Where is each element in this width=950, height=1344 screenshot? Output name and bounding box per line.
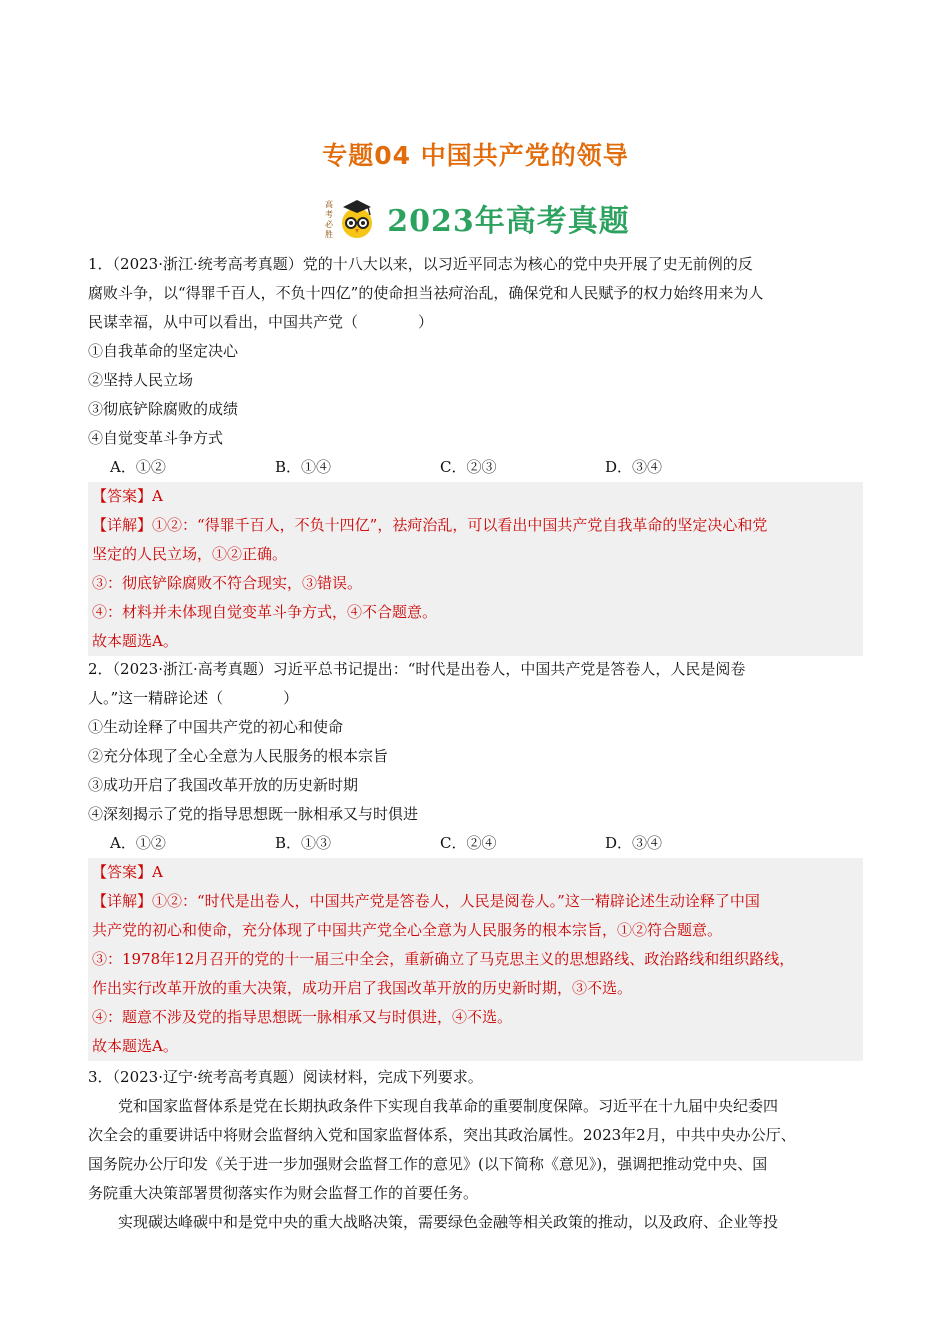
page-title: 专题04 中国共产党的领导	[322, 141, 629, 170]
detail-line: 【详解】①②：“得罪千百人，不负十四亿”，祛疴治乱，可以看出中国共产党自我革命的坚定决心和党	[92, 516, 768, 534]
question-1-item: ④自觉变革斗争方式	[88, 429, 224, 447]
question-3-line: 3．（2023·辽宁·统考高考真题）阅读材料，完成下列要求。	[88, 1068, 483, 1086]
detail-line: ③：彻底铲除腐败不符合现实，③错误。	[92, 574, 363, 592]
detail-line: ③：1978年12月召开的党的十一届三中全会，重新确立了马克思主义的思想路线、政治路线和组织路线，	[92, 950, 795, 968]
option-d: D．③④	[605, 458, 663, 476]
question-1	[88, 250, 863, 656]
exam-banner	[88, 192, 863, 244]
passage-line: 务院重大决策部署贯彻落实作为财会监督工作的首要任务。	[88, 1184, 479, 1202]
detail-line: 共产党的初心和使命，充分体现了中国共产党全心全意为人民服务的根本宗旨，①②符合题意。	[92, 921, 723, 939]
question-2-item: ④深刻揭示了党的指导思想既一脉相承又与时俱进	[88, 805, 419, 823]
detail-line: 【详解】①②：“时代是出卷人，中国共产党是答卷人，人民是阅卷人。”这一精辟论述生动诠释了中国	[92, 892, 760, 910]
passage-line: 实现碳达峰碳中和是党中央的重大战略决策，需要绿色金融等相关政策的推动，以及政府、企业等投	[118, 1213, 779, 1231]
option-c: C．②③	[440, 458, 497, 476]
detail-line: 故本题选A。	[92, 1037, 178, 1055]
question-2	[88, 655, 863, 1061]
option-c: C．②④	[440, 834, 497, 852]
detail-line: ④：题意不涉及党的指导思想既一脉相承又与时俱进，④不选。	[92, 1008, 513, 1026]
question-1-options	[88, 453, 863, 482]
question-1-answer-box	[88, 482, 863, 656]
option-a: A．①②	[110, 834, 166, 852]
passage-line: 次全会的重要讲话中将财会监督纳入党和国家监督体系，突出其政治属性。2023年2月，中共中央办公厅、	[88, 1126, 796, 1144]
question-2-answer-box	[88, 858, 863, 1061]
answer-label: 【答案】A	[92, 487, 163, 505]
question-3	[88, 1063, 863, 1237]
detail-line: 故本题选A。	[92, 632, 178, 650]
banner-vertical-text-4: 胜	[325, 230, 334, 239]
banner-vertical-text-3: 必	[325, 220, 334, 229]
passage-line: 党和国家监督体系是党在长期执政条件下实现自我革命的重要制度保障。习近平在十九届中央纪委四	[118, 1097, 779, 1115]
banner-vertical-text-1: 高	[325, 200, 334, 209]
question-1-item: ③彻底铲除腐败的成绩	[88, 400, 239, 418]
detail-line: 作出实行改革开放的重大决策，成功开启了我国改革开放的历史新时期，③不选。	[92, 979, 633, 997]
banner-text: 2023年高考真题	[387, 204, 630, 239]
option-d: D．③④	[605, 834, 663, 852]
question-2-line: 人。”这一精辟论述（ ）	[88, 689, 299, 707]
question-2-item: ③成功开启了我国改革开放的历史新时期	[88, 776, 359, 794]
option-b: B．①③	[275, 834, 332, 852]
detail-line: ④：材料并未体现自觉变革斗争方式，④不合题意。	[92, 603, 438, 621]
question-2-item: ①生动诠释了中国共产党的初心和使命	[88, 718, 344, 736]
detail-line: 坚定的人民立场，①②正确。	[92, 545, 288, 563]
question-1-line: 民谋幸福，从中可以看出，中国共产党（ ）	[88, 313, 434, 331]
mascot-owl-icon	[321, 195, 381, 241]
answer-label: 【答案】A	[92, 863, 163, 881]
question-2-item: ②充分体现了全心全意为人民服务的根本宗旨	[88, 747, 389, 765]
question-1-item: ①自我革命的坚定决心	[88, 342, 239, 360]
question-2-options	[88, 829, 863, 858]
passage-line: 国务院办公厅印发《关于进一步加强财会监督工作的意见》(以下简称《意见》)，强调把推动党中央、国	[88, 1155, 768, 1173]
banner-vertical-text-2: 考	[325, 210, 334, 219]
question-1-line: 腐败斗争，以“得罪千百人，不负十四亿”的使命担当祛疴治乱，确保党和人民赋予的权力始终用来为人	[88, 284, 764, 302]
question-1-item: ②坚持人民立场	[88, 371, 194, 389]
question-1-line: 1．（2023·浙江·统考高考真题）党的十八大以来，以习近平同志为核心的党中央开展了史无前例的反	[88, 255, 753, 273]
option-b: B．①④	[275, 458, 332, 476]
question-2-line: 2．（2023·浙江·高考真题）习近平总书记提出：“时代是出卷人，中国共产党是答卷人，人民是阅卷	[88, 660, 746, 678]
option-a: A．①②	[110, 458, 166, 476]
